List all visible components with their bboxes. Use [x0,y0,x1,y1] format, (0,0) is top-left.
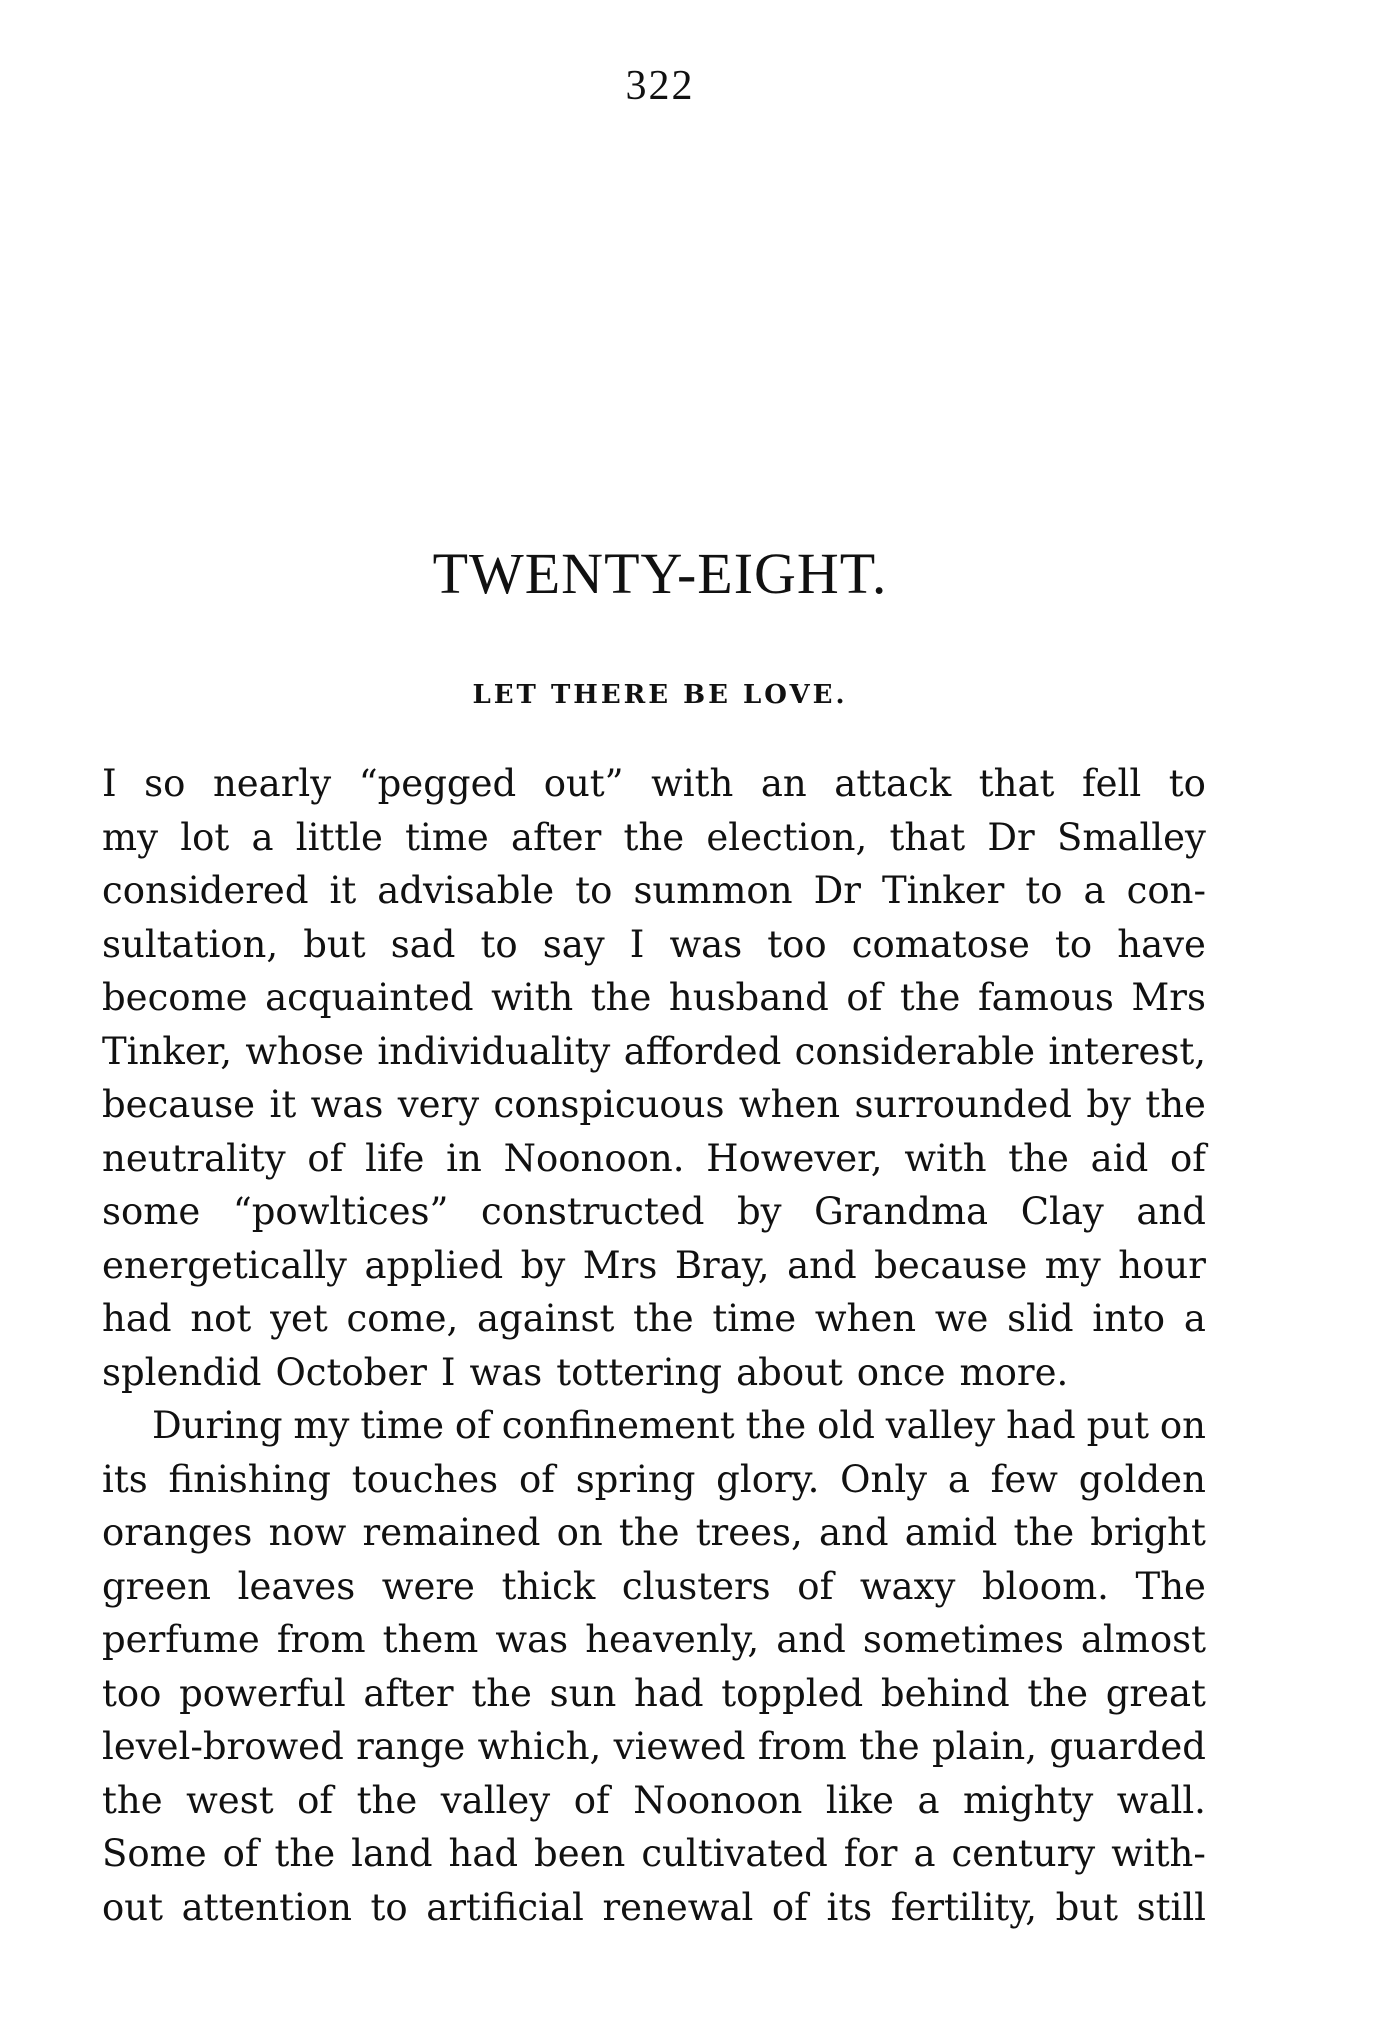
text-line: oranges now remained on the trees, and amid the bright [102,1511,1206,1554]
text-line: considered it advisable to summon Dr Tinker to a con- [102,869,1206,912]
text-line: green leaves were thick clusters of waxy bloom. The [102,1564,1206,1608]
text-line: level-browed range which, viewed from the plain, guarded [102,1725,1206,1768]
text-line: neutrality of life in Noonoon. However, with the aid of [102,1136,1206,1180]
text-line: sultation, but sad to say I was too comatose to have [102,922,1206,966]
text-line: Tinker, whose individuality afforded considerable interest, [102,1029,1206,1073]
text-line: splendid October I was tottering about once more. [102,1350,1069,1394]
text-line: become acquainted with the husband of the famous Mrs [102,976,1206,1019]
text-line: had not yet come, against the time when we slid into a [102,1297,1206,1340]
text-line: out attention to artificial renewal of its fertility, but still [102,1885,1206,1929]
text-line: because it was very conspicuous when surrounded by the [102,1083,1206,1126]
text-line: its finishing touches of spring glory. Only a few golden [102,1457,1206,1501]
text-line: the west of the valley of Noonoon like a mighty wall. [102,1778,1206,1822]
text-line: energetically applied by Mrs Bray, and because my hour [102,1243,1206,1287]
text-line: too powerful after the sun had toppled behind the great [102,1671,1206,1715]
text-line: I so nearly “pegged out” with an attack that fell to [102,762,1206,805]
body-text [102,757,1206,1934]
chapter-title: TWENTY-EIGHT. [432,541,888,606]
page-number: 322 [625,63,695,109]
chapter-subtitle: LET THERE BE LOVE. [472,680,848,710]
text-line: perfume from them was heavenly, and sometimes almost [102,1618,1206,1661]
text-line: Some of the land had been cultivated for a century with- [102,1832,1206,1875]
text-line: During my time of confinement the old valley had put on [152,1404,1206,1447]
text-line: some “powltices” constructed by Grandma Clay and [102,1190,1206,1233]
text-line: my lot a little time after the election, that Dr Smalley [102,815,1206,859]
